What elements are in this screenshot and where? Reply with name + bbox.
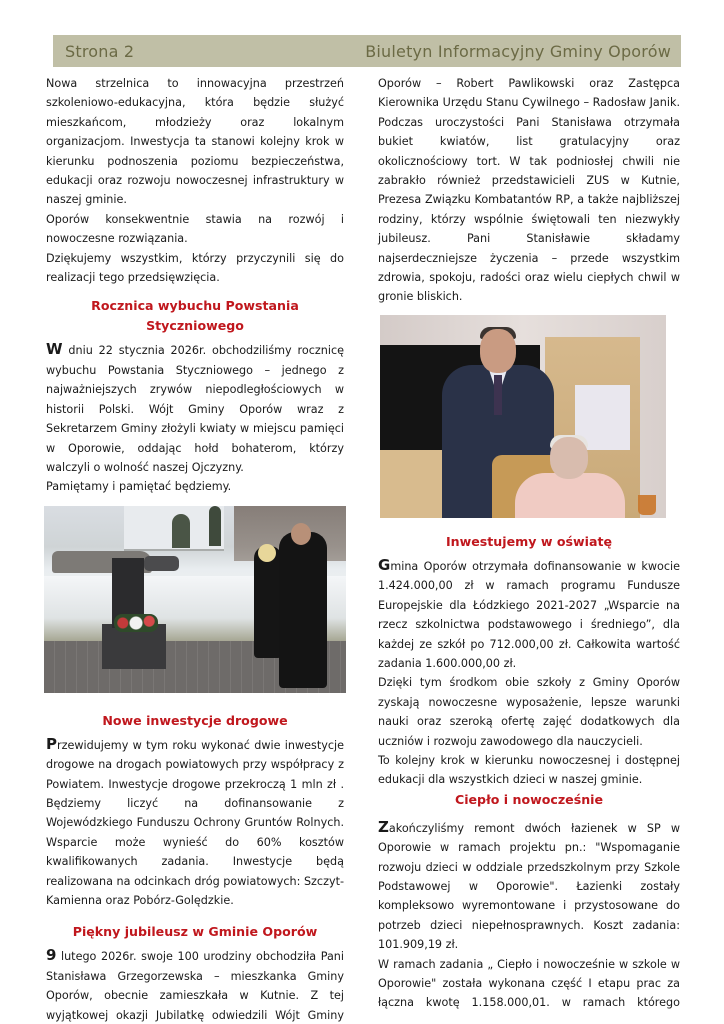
- article-heading: Rocznica wybuchu Powstania Styczniowego: [91, 298, 299, 334]
- page-number: Strona 2: [65, 41, 135, 61]
- article-body: Zakończyliśmy remont dwóch łazienek w SP w Oporowie w ramach projektu pn.: "Wspomaganie rozwoju dzieci w oddziale przedszkolnym przy Szkole Podstawowej w Oporowie". Łazienki zostały kompleksowo wyremontowane i przystosowane do potrzeb dzieci niepełnosprawnych. Koszt zadania: 101.909,19 zł.: [378, 817, 680, 952]
- article-body: 9 lutego 2026r. swoje 100 urodziny obchodziła Pani Stanisława Grzegorzewska – mieszkanka Gminy Oporów, obecnie zamieszkała w Kutnie. Z tej wyjątkowej okazji Jubilatkę odwiedzili Wójt Gminy: [46, 946, 344, 1022]
- article-paragraph: W ramach zadania „ Ciepło i nowocześnie w szkole w Oporowie" została wykonana część I etapu prac za łączna kwotę 1.158.000,01. w ramach którego: [378, 957, 680, 1010]
- bulletin-title: Biuletyn Informacyjny Gminy Oporów: [365, 41, 671, 61]
- article-body: W dniu 22 stycznia 2026r. obchodziliśmy rocznicę wybuchu Powstania Styczniowego – jednego z najważniejszych zrywów niepodległościowych w historii Polski. Wójt Gminy Oporów wraz z Sekretarzem Gminy złożyli kwiaty w miejscu pamięci w Oporowie, oddając hołd bohaterom, którzy walczyli o wolność naszej Ojczyzny.: [46, 340, 344, 474]
- article-body: Przewidujemy w tym roku wykonać dwie inwestycje drogowe na drogach powiatowych przy współpracy z Powiatem. Inwestycje drogowe przekroczą 1 mln zł . Będziemy liczyć na dofinansowanie z Wojewódzkiego Funduszu Ochrony Gruntów Rolnych. Wsparcie może wynieść do 60% kosztów kwalifikowanych zadania. Inwestycje będą realizowana na odcinkach dróg powiatowych: Szczyt-Kamienna oraz Pobórz-Golędzkie.: [46, 734, 344, 907]
- memorial-photo: [44, 506, 346, 693]
- uprising-article: [46, 296, 344, 692]
- page-header: [53, 35, 681, 67]
- article-paragraph: To kolejny krok w kierunku nowoczesnej i dostępnej edukacji dla wszystkich dzieci w naszej gminie.: [378, 753, 680, 787]
- jubilee-photo: [380, 315, 666, 518]
- intro-paragraph: Oporów konsekwentnie stawia na rozwój i nowoczesne rozwiązania.: [46, 212, 344, 246]
- jubilee-continued: [378, 74, 680, 518]
- article-body: Oporów – Robert Pawlikowski oraz Zastępca Kierownika Urzędu Stanu Cywilnego – Radosław Janik. Podczas uroczystości Pani Stanisława otrzymała bukiet kwiatów, list gratulacyjny oraz okolicznościowy tort. W tak podniosłej chwili nie zabrakło również przedstawicieli ZUS w Kutnie, Prezesa Związku Kombatantów RP, a także najbliższej rodziny, którzy wspólnie świętowali ten niezwykły jubileusz. Pani Stanisławie składamy najserdeczniejsze życzenia – przede wszystkim zdrowia, spokoju, radości oraz wielu ciepłych chwil w gronie bliskich.: [378, 77, 680, 304]
- heating-article: [378, 790, 680, 1013]
- article-closing: Pamiętamy i pamiętać będziemy.: [46, 480, 232, 494]
- roads-article: [46, 711, 344, 911]
- left-column: [46, 74, 344, 1024]
- article-heading: Inwestujemy w oświatę: [445, 533, 613, 549]
- article-heading: Piękny jubileusz w Gminie Oporów: [72, 924, 318, 940]
- drop-cap: W: [46, 340, 63, 359]
- education-article: [378, 532, 680, 790]
- right-column: [378, 74, 680, 1013]
- intro-paragraph: Nowa strzelnica to innowacyjna przestrzeń szkoleniowo-edukacyjna, która będzie służyć mieszkańcom, młodzieży oraz lokalnym organizacjom. Inwestycja ta stanowi kolejny krok w kierunku podnoszenia poziomu bezpieczeństwa, edukacji oraz rozwoju nowoczesnej infrastruktury w naszej gminie.: [46, 77, 344, 207]
- intro-article: [46, 74, 344, 287]
- article-heading: Ciepło i nowocześnie: [454, 791, 604, 807]
- article-paragraph: Dzięki tym środkom obie szkoły z Gminy Oporów zyskają nowoczesne wyposażenie, lepsze warunki nauki oraz szeroką ofertę zajęć dodatkowych dla uczniów i rozwoju zawodowego dla nauczycieli.: [378, 676, 680, 748]
- drop-cap: Z: [378, 817, 389, 836]
- thanks-paragraph: Dziękujemy wszystkim, którzy przyczynili się do realizacji tego przedsięwzięcia.: [46, 251, 344, 285]
- drop-cap: G: [378, 555, 391, 574]
- article-body: Gmina Oporów otrzymała dofinansowanie w kwocie 1.424.000,00 zł w ramach programu Fundusze Europejskie dla Łódzkiego 2021-2027 „Wsparcie na rzecz szkolnictwa podstawowego i średniego”, dla każdej ze szkół po 712.000,00 zł. Całkowita wartość zadania 1.600.000,00 zł.: [378, 555, 680, 670]
- drop-cap: P: [46, 734, 57, 753]
- jubilee-article: [46, 922, 344, 1024]
- article-heading: Nowe inwestycje drogowe: [102, 712, 288, 728]
- drop-cap: 9: [46, 946, 57, 965]
